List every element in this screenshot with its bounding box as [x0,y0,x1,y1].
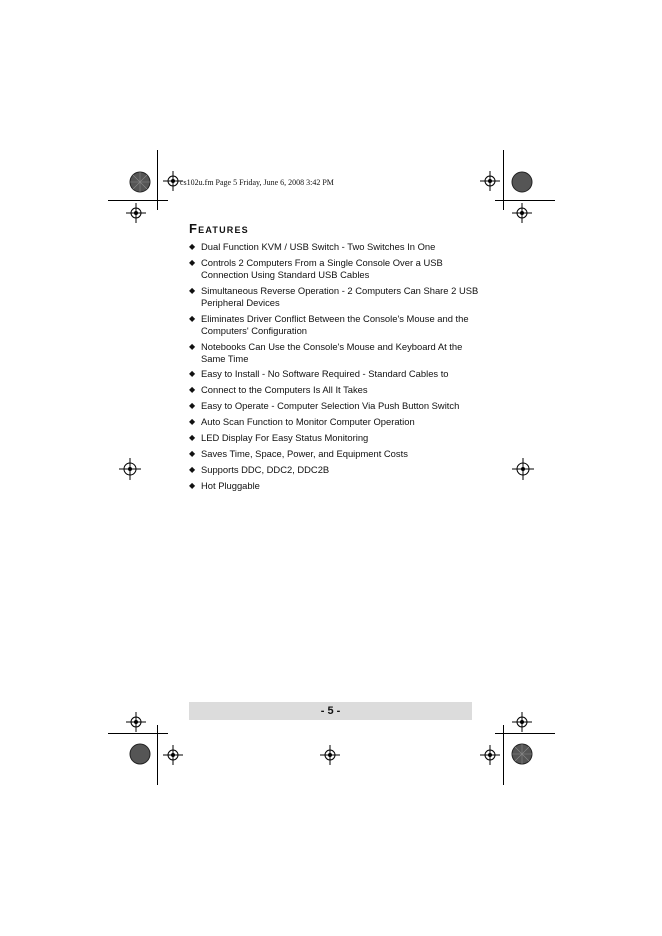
registration-mark [480,745,500,765]
crop-line [108,200,168,201]
crop-line [503,150,504,210]
crop-line [495,733,555,734]
bullet-icon: ◆ [189,369,196,379]
registration-mark [512,203,532,223]
bullet-icon: ◆ [189,257,196,267]
feature-text: Easy to Install - No Software Required - Standard Cables to [201,368,449,380]
feature-text: Controls 2 Computers From a Single Console Over a USB Connection Using Standard USB Cables [201,256,443,280]
list-item [189,341,479,365]
print-header: cs102u.fm Page 5 Friday, June 6, 2008 3:42 PM [180,178,334,187]
feature-text: Simultaneous Reverse Operation - 2 Computers Can Share 2 USB Peripheral Devices [201,284,479,308]
bullet-icon: ◆ [189,242,196,251]
feature-text: Eliminates Driver Conflict Between the Console's Mouse and the Computers' Configuration [201,312,469,336]
list-item [189,285,479,309]
color-disc-mark [511,743,533,765]
crop-line [157,150,158,210]
feature-list [189,241,479,496]
list-item [189,432,479,444]
registration-mark [512,458,534,480]
list-item [189,257,479,281]
list-item [189,400,479,412]
list-item [189,448,479,460]
crop-line [108,733,168,734]
registration-mark [512,712,532,732]
registration-mark [126,203,146,223]
list-item [189,464,479,476]
registration-mark [126,712,146,732]
bullet-icon: ◆ [189,417,196,427]
bullet-icon: ◆ [189,464,196,474]
crop-line [495,200,555,201]
bullet-icon: ◆ [189,313,196,323]
feature-text: Saves Time, Space, Power, and Equipment Costs [201,447,408,459]
feature-text: Supports DDC, DDC2, DDC2B [201,463,330,475]
feature-text: Notebooks Can Use the Console's Mouse and Keyboard At the Same Time [201,340,463,364]
list-item [189,241,479,253]
crop-line [157,725,158,785]
section-title: Features [189,221,249,236]
feature-text: Dual Function KVM / USB Switch - Two Switches In One [201,241,436,252]
list-item [189,313,479,337]
list-item [189,480,479,492]
registration-mark [119,458,141,480]
page-number: - 5 - [189,702,472,720]
color-disc-mark [129,743,151,765]
bullet-icon: ◆ [189,433,196,443]
bullet-icon: ◆ [189,401,196,411]
list-item [189,384,479,396]
bullet-icon: ◆ [189,448,196,458]
feature-text: Hot Pluggable [201,479,260,491]
feature-text: Easy to Operate - Computer Selection Via Push Button Switch [201,400,460,412]
list-item [189,368,479,380]
bullet-icon: ◆ [189,341,196,351]
color-disc-mark [129,171,151,193]
registration-mark [480,171,500,191]
bullet-icon: ◆ [189,480,196,490]
bullet-icon: ◆ [189,285,196,295]
registration-mark [163,745,183,765]
crop-line [503,725,504,785]
list-item [189,416,479,428]
color-disc-mark [511,171,533,193]
bullet-icon: ◆ [189,385,196,395]
feature-text: LED Display For Easy Status Monitoring [201,432,369,444]
feature-text: Auto Scan Function to Monitor Computer Operation [201,416,415,428]
feature-text: Connect to the Computers Is All It Takes [201,384,368,396]
registration-mark [320,745,340,765]
